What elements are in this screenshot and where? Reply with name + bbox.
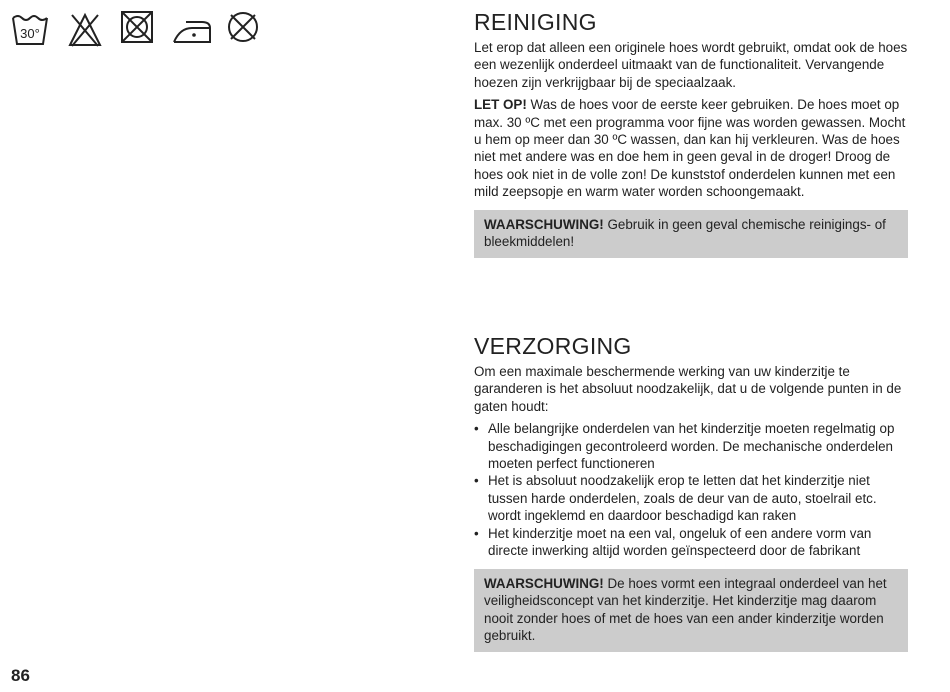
verzorging-title: VERZORGING <box>474 333 632 359</box>
no-tumble-dry-icon <box>120 10 154 44</box>
wash-30-icon <box>11 10 49 48</box>
reiniging-intro: Let erop dat alleen een originele hoes wordt gebruikt, omdat ook de hoes een wezenlijk onderdeel uitmaakt van de functionaliteit. Vervangende hoezen zijn verkrijgbaar bij de speciaalzaak. <box>474 40 908 90</box>
verzorging-section <box>474 333 908 559</box>
verzorging-warning-box <box>474 569 908 652</box>
warning-text: De hoes vormt een integraal onderdeel van het veiligheidsconcept van het kinderzitje. Het kinderzitje mag daarom nooit zonder hoes of met de hoes van een ander kinderzitje worden gebruikt. <box>484 576 887 644</box>
bullet-marker: • <box>474 473 479 489</box>
no-dry-clean-icon <box>226 10 260 44</box>
note-text: Was de hoes voor de eerste keer gebruiken. De hoes moet op max. 30 ºC met een programma voor fijne was worden gewassen. Mocht u hem op meer dan 30 ºC wassen, dan kan hij verkleuren. Was de hoes niet met andere was en doe hem in geen geval in de droger! Droog de hoes ook niet in de volle zon! De kunststof onderdelen kunnen met een mild zeepsopje en warm water worden schoongemaakt. <box>474 97 906 200</box>
list-item-text: Het kinderzitje moet na een val, ongeluk of een andere vorm van directe inwerking altijd worden geïnspecteerd door de fabrikant <box>488 525 872 559</box>
list-item-text: Alle belangrijke onderdelen van het kinderzitje moeten regelmatig op beschadigingen gecontroleerd worden. De mechanische onderdelen moeten perfect functioneren <box>488 421 895 472</box>
reiniging-title: REINIGING <box>474 9 597 35</box>
reiniging-section <box>474 9 908 201</box>
page-number: 86 <box>11 666 30 685</box>
reiniging-warning-box <box>474 210 908 258</box>
list-item <box>474 525 908 560</box>
warning-label: WAARSCHUWING! <box>484 576 604 591</box>
reiniging-note <box>474 96 908 200</box>
verzorging-intro: Om een maximale beschermende werking van uw kinderzitje te garanderen is het absoluut noodzakelijk, dat u de volgende punten in de gaten houdt: <box>474 364 902 414</box>
list-item <box>474 472 908 524</box>
warning-text: Gebruik in geen geval chemische reinigings- of bleekmiddelen! <box>484 217 886 250</box>
note-label: LET OP! <box>474 97 527 113</box>
list-item-text: Het is absoluut noodzakelijk erop te letten dat het kinderzitje niet tussen harde onderdelen, zoals de deur van de auto, stoelrail etc. wordt ingeklemd en daardoor beschadigd kan raken <box>488 473 877 524</box>
wash-temperature-label: 30° <box>20 26 40 41</box>
no-bleach-icon <box>67 10 103 48</box>
list-item <box>474 420 908 472</box>
verzorging-list <box>474 420 908 559</box>
iron-low-icon <box>172 16 212 46</box>
bullet-marker: • <box>474 525 479 541</box>
warning-label: WAARSCHUWING! <box>484 217 604 232</box>
bullet-marker: • <box>474 421 479 437</box>
